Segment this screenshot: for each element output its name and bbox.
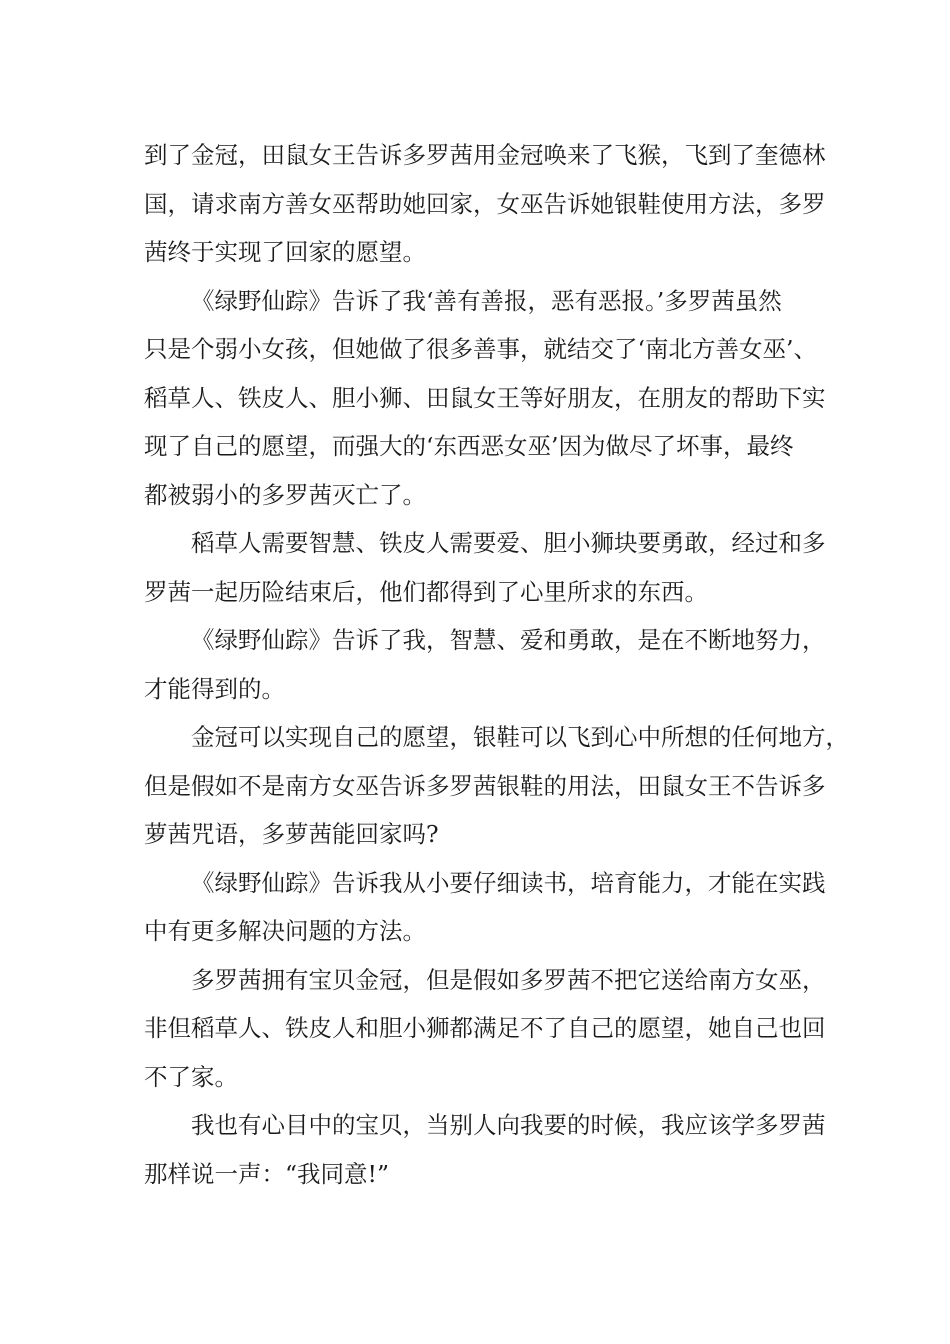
text-line: 我也有心目中的宝贝，当别人向我要的时候，我应该学多罗茜 xyxy=(191,1111,826,1139)
text-line: 那样说一声：“我同意!” xyxy=(144,1159,389,1188)
text-line: 国，请求南方善女巫帮助她回家，女巫告诉她银鞋使用方法，多罗 xyxy=(144,189,826,218)
text-line: 才能得到的。 xyxy=(144,674,285,703)
text-line: 到了金冠，田鼠女王告诉多罗茜用金冠唤来了飞猴，飞到了奎德林 xyxy=(144,141,826,169)
text-line: 《绿野仙踪》告诉了我，智慧、爱和勇敢，是在不断地努力， xyxy=(191,626,826,654)
text-line: 茜终于实现了回家的愿望。 xyxy=(144,238,426,266)
text-line: 多罗茜拥有宝贝金冠，但是假如多罗茜不把它送给南方女巫， xyxy=(191,965,826,994)
paragraph-6 xyxy=(144,859,824,956)
text-line: 都被弱小的多罗茜灭亡了。 xyxy=(144,480,426,509)
paragraph-1 xyxy=(144,131,824,277)
paragraph-2 xyxy=(144,277,824,520)
text-line: 稻草人、铁皮人、胆小狮、田鼠女王等好朋友，在朋友的帮助下实 xyxy=(144,383,826,412)
text-line: 罗茜一起历险结束后，他们都得到了心里所求的东西。 xyxy=(144,577,708,606)
text-line: 稻草人需要智慧、铁皮人需要爱、胆小狮块要勇敢，经过和多 xyxy=(191,529,826,557)
text-line: 萝茜咒语，多萝茜能回家吗? xyxy=(144,820,439,848)
text-line: 非但稻草人、铁皮人和胆小狮都满足不了自己的愿望，她自己也回 xyxy=(144,1014,826,1042)
paragraph-4 xyxy=(144,616,824,713)
text-line: 只是个弱小女孩，但她做了很多善事，就结交了‘南北方善女巫’、 xyxy=(144,335,817,363)
text-line: 但是假如不是南方女巫告诉多罗茜银鞋的用法，田鼠女王不告诉多 xyxy=(144,771,826,800)
paragraph-5 xyxy=(144,713,849,859)
text-line: 中有更多解决问题的方法。 xyxy=(144,917,426,945)
text-line: 金冠可以实现自己的愿望，银鞋可以飞到心中所想的任何地方， xyxy=(191,723,849,751)
text-line: 现了自己的愿望，而强大的‘东西恶女巫’因为做尽了坏事，最终 xyxy=(144,432,794,460)
document-body xyxy=(144,131,849,1198)
text-line: 不了家。 xyxy=(144,1062,238,1091)
paragraph-8 xyxy=(144,1101,824,1198)
paragraph-7 xyxy=(144,956,824,1102)
text-line: 《绿野仙踪》告诉了我‘善有善报，恶有恶报。’多罗茜虽然 xyxy=(191,286,782,315)
paragraph-3 xyxy=(144,519,824,616)
text-line: 《绿野仙踪》告诉我从小要仔细读书，培育能力，才能在实践 xyxy=(191,868,826,897)
